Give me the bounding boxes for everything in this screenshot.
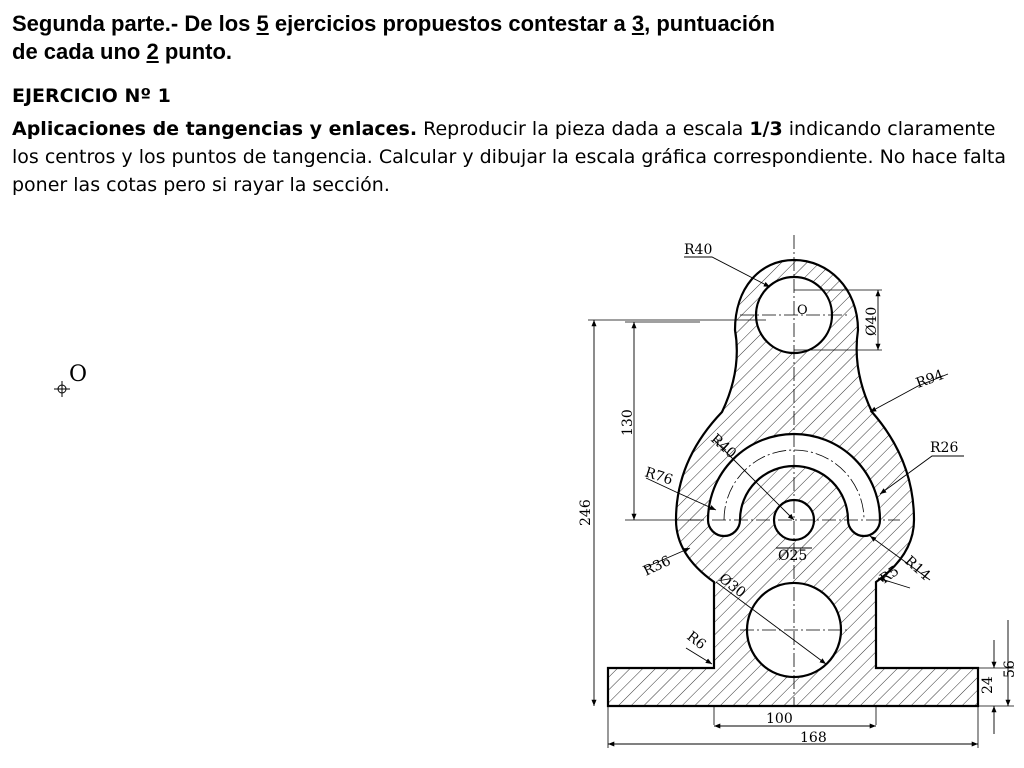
heading-text: de cada uno — [12, 39, 147, 64]
dim-d30: Ø30 — [715, 570, 749, 602]
statement-heading — [12, 10, 1012, 66]
dim-246: 246 — [578, 499, 594, 526]
heading-text: ejercicios propuestos contestar a — [268, 11, 632, 36]
dim-56: 56 — [1002, 660, 1018, 678]
heading-text: punto. — [158, 39, 233, 64]
center-label-o: O — [797, 303, 808, 318]
exercise-text: indicando claramente los centros y los puntos de tangencia. Calcular y dibujar la escala gráfica correspondiente. No hace falta poner las cotas pero si rayar la sección. — [12, 118, 1007, 196]
heading-text: , puntuación — [644, 11, 775, 36]
total-exercises: 5 — [256, 11, 269, 36]
scale-value: 1/3 — [749, 118, 783, 140]
origin-point-mark — [50, 360, 110, 400]
heading-text: Segunda parte.- De los — [12, 11, 257, 36]
dim-100: 100 — [766, 711, 793, 727]
dim-d40: Ø40 — [864, 306, 880, 336]
exercise-title: EJERCICIO Nº 1 — [12, 85, 171, 107]
dim-r76: R76 — [642, 464, 675, 489]
dim-r94: R94 — [913, 367, 947, 392]
dim-r5: R5 — [877, 563, 903, 588]
dim-r14: R14 — [901, 553, 934, 584]
dim-r36: R36 — [640, 553, 674, 580]
points-value: 2 — [146, 39, 159, 64]
dim-24: 24 — [980, 676, 996, 694]
required-exercises: 3 — [631, 11, 645, 36]
origin-label: O — [69, 362, 88, 387]
dim-168: 168 — [800, 730, 827, 746]
dim-r40-top: R40 — [684, 242, 713, 258]
dim-d25: Ø25 — [778, 548, 808, 564]
dim-r26: R26 — [930, 440, 959, 456]
dim-r40-inner: R40 — [707, 431, 740, 462]
technical-drawing — [560, 225, 1024, 768]
dim-130: 130 — [620, 409, 636, 436]
exercise-statement — [12, 115, 1017, 199]
dim-r6: R6 — [683, 628, 709, 654]
exercise-topic: Aplicaciones de tangencias y enlaces. — [12, 118, 418, 140]
exercise-text: Reproducir la pieza dada a escala — [417, 118, 750, 140]
